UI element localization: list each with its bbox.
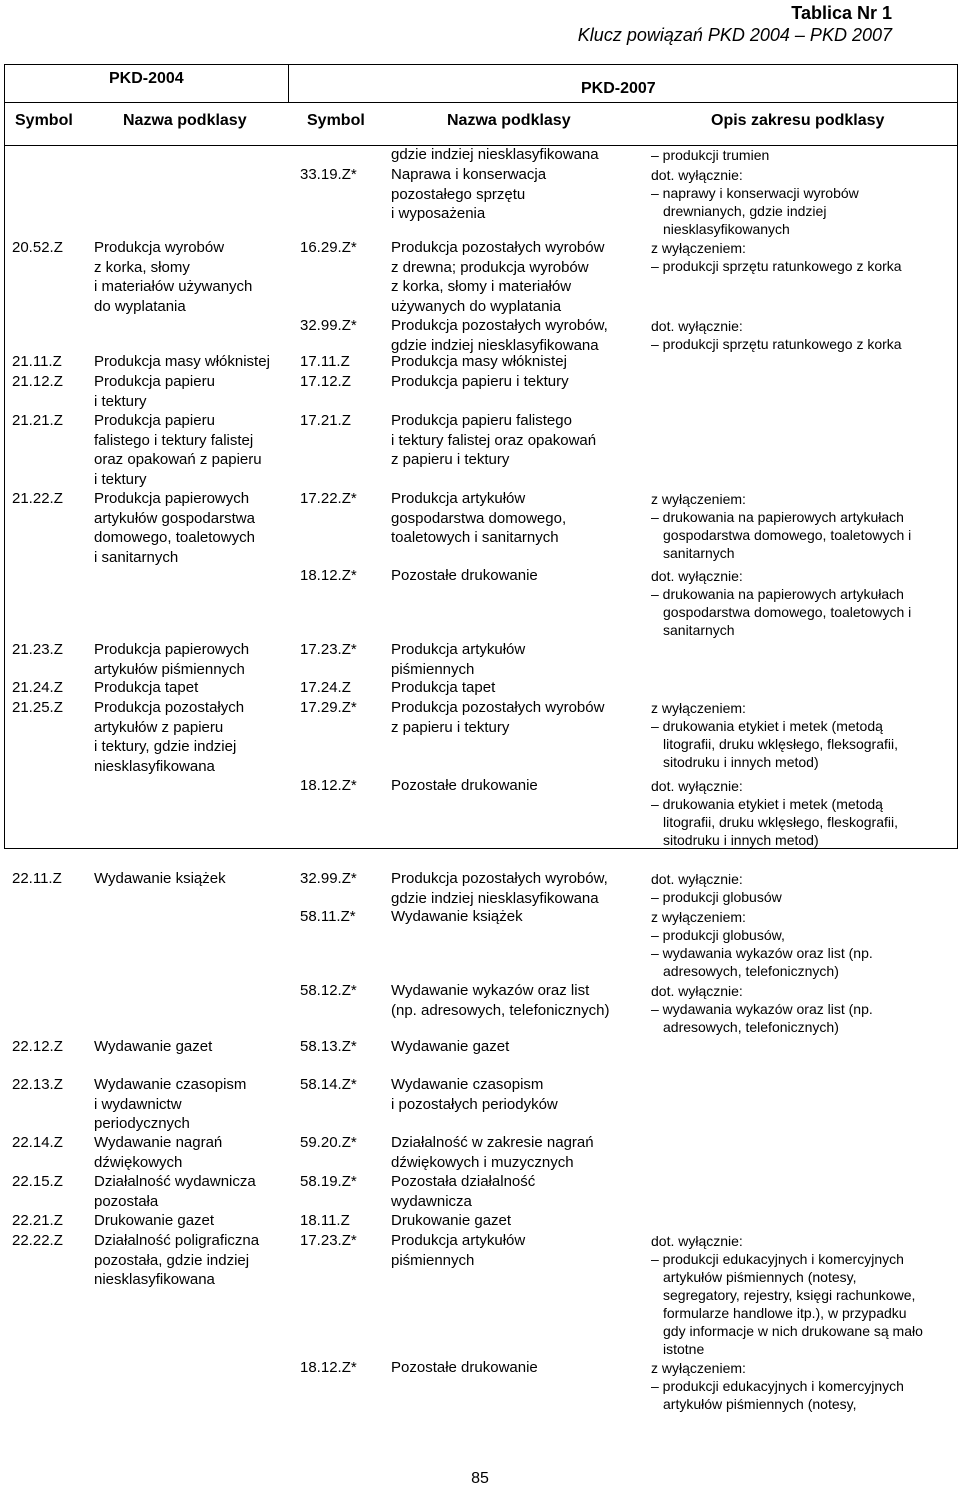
pkd2007-name: Produkcja papieru falistego: [391, 412, 572, 429]
header-pkd2004: PKD-2004: [109, 70, 184, 87]
header-symbol-2004: Symbol: [15, 112, 73, 129]
scope-description: sitodruku i innych metod): [663, 754, 819, 770]
pkd2007-name: Produkcja papieru i tektury: [391, 373, 569, 390]
scope-description: litografii, druku wklęsłego, fleskografii,: [663, 814, 898, 830]
scope-description: formularze handlowe itp.), w przypadku: [663, 1305, 907, 1321]
pkd2007-name: z korka, słomy i materiałów: [391, 278, 572, 295]
scope-description: z wyłączeniem:: [651, 909, 746, 925]
scope-description: – drukowania etykiet i metek (metodą: [651, 796, 883, 812]
pkd2004-symbol: 22.15.Z: [12, 1173, 63, 1190]
pkd2007-name: piśmiennych: [391, 1251, 475, 1269]
scope-description: dot. wyłącznie:: [651, 1233, 743, 1249]
pkd2007-name: gospodarstwa domowego,: [391, 509, 567, 527]
pkd2004-name: artykułów gospodarstwa: [94, 509, 255, 527]
pkd2004-name: z korka, słomy: [94, 258, 190, 276]
pkd2007-symbol: 17.24.Z: [300, 679, 351, 696]
pkd2007-name: Produkcja masy włóknistej: [391, 353, 567, 370]
pkd2007-name: Wydawanie książek: [391, 908, 523, 925]
scope-description: z wyłączeniem:: [651, 700, 746, 716]
pkd2007-name: dźwiękowych i muzycznych: [391, 1153, 574, 1171]
pkd2004-symbol: 21.22.Z: [12, 490, 63, 507]
pkd2007-name: Produkcja pozostałych wyrobów: [391, 239, 605, 256]
pkd2004-name: Drukowanie gazet: [94, 1212, 215, 1229]
scope-description: niesklasyfikowanych: [663, 221, 790, 237]
pkd2004-symbol: 21.23.Z: [12, 641, 63, 658]
pkd2007-name: i tektury falistej oraz opakowań: [391, 431, 597, 449]
scope-description: gdy informacje w nich drukowane są mało: [663, 1323, 923, 1339]
pkd2004-symbol: 22.11.Z: [12, 870, 62, 887]
pkd2007-name: (np. adresowych, telefonicznych): [391, 1001, 610, 1019]
pkd2004-symbol: 21.25.Z: [12, 699, 63, 716]
pkd2007-symbol: 18.11.Z: [300, 1212, 350, 1229]
pkd2007-symbol: 58.12.Z*: [300, 982, 357, 999]
scope-description: sanitarnych: [663, 622, 735, 638]
pkd2007-name: Wydawanie wykazów oraz list: [391, 982, 590, 999]
pkd2007-name: Pozostała działalność: [391, 1173, 536, 1190]
pkd2007-symbol: 17.23.Z*: [300, 641, 357, 658]
scope-description: artykułów piśmiennych (notesy,: [663, 1269, 857, 1285]
pkd2004-name: dźwiękowych: [94, 1153, 183, 1171]
pkd2007-name: Produkcja pozostałych wyrobów: [391, 699, 605, 716]
pkd2004-name: Produkcja papierowych: [94, 641, 250, 658]
pkd2004-symbol: 22.22.Z: [12, 1232, 63, 1249]
pkd2004-name: Produkcja masy włóknistej: [94, 353, 270, 370]
pkd2004-name: i tektury: [94, 392, 147, 410]
pkd2004-name: artykułów z papieru: [94, 718, 224, 736]
scope-description: istotne: [663, 1341, 705, 1357]
header-name-2004: Nazwa podklasy: [123, 112, 247, 129]
pkd2004-name: Działalność wydawnicza: [94, 1173, 256, 1190]
pkd2004-name: Produkcja papieru: [94, 412, 215, 429]
pkd2004-symbol: 21.21.Z: [12, 412, 63, 429]
pkd2004-symbol: 22.21.Z: [12, 1212, 63, 1229]
scope-description: – naprawy i konserwacji wyrobów: [651, 185, 859, 201]
pkd2004-symbol: 21.12.Z: [12, 373, 63, 390]
pkd2004-name: i tektury: [94, 470, 147, 488]
pkd2004-name: do wyplatania: [94, 297, 186, 315]
scope-description: litografii, druku wklęsłego, fleksografii,: [663, 736, 898, 752]
pkd2007-symbol: 16.29.Z*: [300, 239, 357, 256]
scope-description: dot. wyłącznie:: [651, 983, 743, 999]
pkd2004-name: pozostała: [94, 1192, 159, 1210]
scope-description: dot. wyłącznie:: [651, 167, 743, 183]
pkd2004-name: Wydawanie gazet: [94, 1038, 213, 1055]
scope-description: dot. wyłącznie:: [651, 871, 743, 887]
pkd2007-name: Działalność w zakresie nagrań: [391, 1134, 594, 1151]
scope-description: z wyłączeniem:: [651, 240, 746, 256]
scope-description: sitodruku i innych metod): [663, 832, 819, 848]
scope-description: – drukowania etykiet i metek (metodą: [651, 718, 883, 734]
pkd2007-name: Wydawanie czasopism: [391, 1076, 544, 1093]
scope-description: – produkcji globusów: [651, 889, 782, 905]
pkd2004-name: Produkcja wyrobów: [94, 239, 225, 256]
pkd2007-name: piśmiennych: [391, 660, 475, 678]
pkd2004-symbol: 21.24.Z: [12, 679, 63, 696]
scope-description: – produkcji trumien: [651, 147, 770, 163]
pkd2004-symbol: 22.14.Z: [12, 1134, 63, 1151]
scope-description: – produkcji edukacyjnych i komercyjnych: [651, 1378, 904, 1394]
scope-description: gospodarstwa domowego, toaletowych i: [663, 604, 912, 620]
pkd2007-name: Produkcja pozostałych wyrobów,: [391, 317, 608, 334]
pkd2007-symbol: 17.23.Z*: [300, 1232, 357, 1249]
pkd2004-name: i wydawnictw: [94, 1095, 182, 1113]
scope-description: adresowych, telefonicznych): [663, 1019, 839, 1035]
pkd2007-symbol: 18.12.Z*: [300, 777, 357, 794]
pkd2007-name: Produkcja artykułów: [391, 1232, 526, 1249]
pkd2007-symbol: 17.12.Z: [300, 373, 351, 390]
scope-description: sanitarnych: [663, 545, 735, 561]
pkd2007-name: z papieru i tektury: [391, 451, 510, 468]
pkd2007-symbol: 58.13.Z*: [300, 1038, 357, 1055]
pkd2007-name: toaletowych i sanitarnych: [391, 529, 559, 546]
pkd2007-name: Produkcja tapet: [391, 679, 496, 696]
scope-description: artykułów piśmiennych (notesy,: [663, 1396, 857, 1412]
pkd2004-name: Wydawanie czasopism: [94, 1076, 247, 1093]
pkd2007-name: używanych do wyplatania: [391, 297, 562, 315]
pkd2007-name: pozostałego sprzętu: [391, 185, 526, 203]
pkd2004-name: Produkcja tapet: [94, 679, 199, 696]
page-number: 85: [471, 1470, 489, 1487]
pkd2004-symbol: 20.52.Z: [12, 239, 63, 256]
pkd2007-name: Produkcja pozostałych wyrobów,: [391, 870, 608, 887]
pkd2004-name: Produkcja papierowych: [94, 490, 250, 507]
pkd2004-name: Produkcja pozostałych: [94, 699, 245, 716]
table-subtitle: Klucz powiązań PKD 2004 – PKD 2007: [577, 25, 892, 45]
scope-description: – produkcji edukacyjnych i komercyjnych: [651, 1251, 904, 1267]
pkd2007-name: gdzie indziej niesklasyfikowana: [391, 146, 599, 163]
scope-description: gospodarstwa domowego, toaletowych i: [663, 527, 912, 543]
pkd2007-name: Drukowanie gazet: [391, 1212, 512, 1229]
scope-description: drewnianych, gdzie indziej: [663, 203, 827, 219]
scope-description: z wyłączeniem:: [651, 1360, 746, 1376]
scope-description: – drukowania na papierowych artykułach: [651, 586, 904, 602]
pkd2004-symbol: 21.11.Z: [12, 353, 62, 370]
pkd2007-symbol: 59.20.Z*: [300, 1134, 357, 1151]
pkd2007-symbol: 17.21.Z: [300, 412, 351, 429]
scope-description: z wyłączeniem:: [651, 491, 746, 507]
pkd2007-symbol: 32.99.Z*: [300, 870, 357, 887]
pkd2007-name: Wydawanie gazet: [391, 1038, 510, 1055]
header-name-2007: Nazwa podklasy: [447, 112, 571, 129]
scope-description: – produkcji sprzętu ratunkowego z korka: [651, 258, 902, 274]
header-pkd2007: PKD-2007: [581, 80, 656, 97]
pkd2007-name: i wyposażenia: [391, 205, 486, 222]
pkd2004-name: Działalność poligraficzna: [94, 1232, 260, 1249]
table-number: Tablica Nr 1: [791, 3, 892, 23]
scope-description: – wydawania wykazów oraz list (np.: [651, 945, 873, 961]
scope-description: segregatory, rejestry, księgi rachunkowe,: [663, 1287, 916, 1303]
pkd2004-name: Produkcja papieru: [94, 373, 215, 390]
pkd2007-symbol: 58.11.Z*: [300, 908, 356, 925]
pkd2004-symbol: 22.13.Z: [12, 1076, 63, 1093]
pkd2007-name: i pozostałych periodyków: [391, 1095, 558, 1113]
scope-description: dot. wyłącznie:: [651, 318, 743, 334]
pkd2007-symbol: 18.12.Z*: [300, 567, 357, 584]
pkd2007-symbol: 58.14.Z*: [300, 1076, 357, 1093]
pkd2004-name: periodycznych: [94, 1115, 190, 1132]
scope-description: adresowych, telefonicznych): [663, 963, 839, 979]
pkd2007-name: gdzie indziej niesklasyfikowana: [391, 336, 599, 354]
pkd2007-name: Produkcja artykułów: [391, 641, 526, 658]
pkd2007-symbol: 17.29.Z*: [300, 699, 357, 716]
pkd2007-name: Pozostałe drukowanie: [391, 1359, 538, 1376]
pkd2007-name: Naprawa i konserwacja: [391, 166, 547, 183]
pkd2004-name: domowego, toaletowych: [94, 529, 255, 546]
pkd2004-name: artykułów piśmiennych: [94, 660, 245, 678]
header-symbol-2007: Symbol: [307, 112, 365, 129]
scope-description: – produkcji globusów,: [651, 927, 785, 943]
pkd2004-name: oraz opakowań z papieru: [94, 451, 262, 468]
pkd2007-name: gdzie indziej niesklasyfikowana: [391, 889, 599, 907]
header-description: Opis zakresu podklasy: [711, 112, 885, 129]
pkd2004-name: niesklasyfikowana: [94, 1271, 215, 1288]
pkd2004-name: niesklasyfikowana: [94, 757, 215, 775]
pkd2007-name: z papieru i tektury: [391, 718, 510, 736]
pkd2004-name: Wydawanie książek: [94, 870, 226, 887]
pkd2007-name: wydawnicza: [391, 1192, 472, 1210]
pkd2004-name: i sanitarnych: [94, 548, 179, 566]
pkd2004-name: falistego i tektury falistej: [94, 431, 254, 449]
pkd2004-name: i tektury, gdzie indziej: [94, 738, 237, 755]
pkd2007-name: Produkcja artykułów: [391, 490, 526, 507]
pkd2007-name: Pozostałe drukowanie: [391, 567, 538, 584]
pkd2004-name: Wydawanie nagrań: [94, 1134, 223, 1151]
pkd2007-name: Pozostałe drukowanie: [391, 777, 538, 794]
pkd2007-symbol: 32.99.Z*: [300, 317, 357, 334]
scope-description: dot. wyłącznie:: [651, 778, 743, 794]
pkd2007-symbol: 17.22.Z*: [300, 490, 357, 507]
pkd2004-symbol: 22.12.Z: [12, 1038, 63, 1055]
scope-description: – drukowania na papierowych artykułach: [651, 509, 904, 525]
scope-description: – produkcji sprzętu ratunkowego z korka: [651, 336, 902, 352]
pkd2007-symbol: 33.19.Z*: [300, 166, 357, 183]
pkd2007-symbol: 18.12.Z*: [300, 1359, 357, 1376]
pkd2007-symbol: 58.19.Z*: [300, 1173, 357, 1190]
pkd2004-name: i materiałów używanych: [94, 278, 253, 295]
pkd2004-name: pozostała, gdzie indziej: [94, 1251, 250, 1269]
pkd2007-symbol: 17.11.Z: [300, 353, 350, 370]
scope-description: – wydawania wykazów oraz list (np.: [651, 1001, 873, 1017]
scope-description: dot. wyłącznie:: [651, 568, 743, 584]
pkd2007-name: z drewna; produkcja wyrobów: [391, 258, 589, 276]
